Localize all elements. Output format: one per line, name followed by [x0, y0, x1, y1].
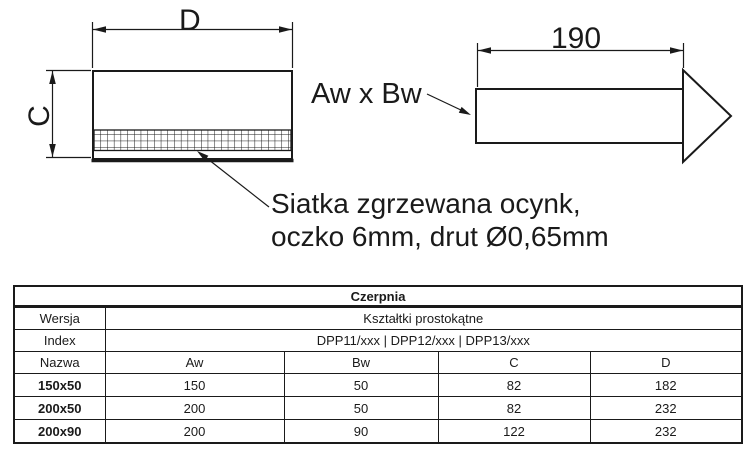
index-value: DPP11/xxx | DPP12/xxx | DPP13/xxx [105, 330, 742, 352]
awbw-leader-line [427, 94, 463, 111]
duct-size-label: Aw x Bw [311, 78, 422, 110]
table-row [14, 397, 742, 420]
header-c: C [438, 352, 590, 374]
dim-190-arrow-left [478, 47, 491, 54]
dim-c-arrow-top [49, 71, 56, 84]
mesh-band [94, 130, 291, 151]
cell-aw: 200 [105, 420, 284, 444]
dim-d-label: D [179, 4, 201, 37]
flow-direction-triangle [683, 70, 731, 162]
table-row [14, 374, 742, 397]
row-name: 200x90 [14, 420, 105, 444]
table-header-row [14, 352, 742, 374]
duct-body-side [476, 89, 683, 143]
header-nazwa: Nazwa [14, 352, 105, 374]
header-aw: Aw [105, 352, 284, 374]
spec-table [13, 285, 743, 444]
dim-c-arrow-bottom [49, 144, 56, 157]
cell-aw: 200 [105, 397, 284, 420]
mesh-note-line1: Siatka zgrzewana ocynk, [271, 188, 581, 219]
table-title: Czerpnia [14, 286, 742, 307]
cell-d: 232 [590, 397, 742, 420]
awbw-leader-arrow [459, 107, 471, 115]
index-label: Index [14, 330, 105, 352]
spec-table-container [13, 285, 743, 444]
dim-190-arrow-right [670, 47, 683, 54]
cell-c: 82 [438, 374, 590, 397]
cell-bw: 50 [284, 397, 438, 420]
cell-aw: 150 [105, 374, 284, 397]
dim-d-arrow-right [279, 26, 292, 33]
row-name: 150x50 [14, 374, 105, 397]
table-row-index [14, 330, 742, 352]
mesh-note-line2: oczko 6mm, drut Ø0,65mm [271, 221, 609, 252]
mesh-note [271, 187, 609, 253]
dim-190-label: 190 [551, 22, 602, 55]
table-row [14, 420, 742, 444]
table-title-row [14, 286, 742, 307]
mesh-note-leader-line [204, 156, 269, 207]
cell-c: 122 [438, 420, 590, 444]
header-bw: Bw [284, 352, 438, 374]
wersja-value: Kształtki prostokątne [105, 307, 742, 330]
cell-bw: 90 [284, 420, 438, 444]
wersja-label: Wersja [14, 307, 105, 330]
dim-d-arrow-left [93, 26, 106, 33]
header-d: D [590, 352, 742, 374]
dim-c-label: C [23, 105, 56, 127]
table-row-wersja [14, 307, 742, 330]
row-name: 200x50 [14, 397, 105, 420]
cell-c: 82 [438, 397, 590, 420]
cell-d: 182 [590, 374, 742, 397]
cell-bw: 50 [284, 374, 438, 397]
cell-d: 232 [590, 420, 742, 444]
